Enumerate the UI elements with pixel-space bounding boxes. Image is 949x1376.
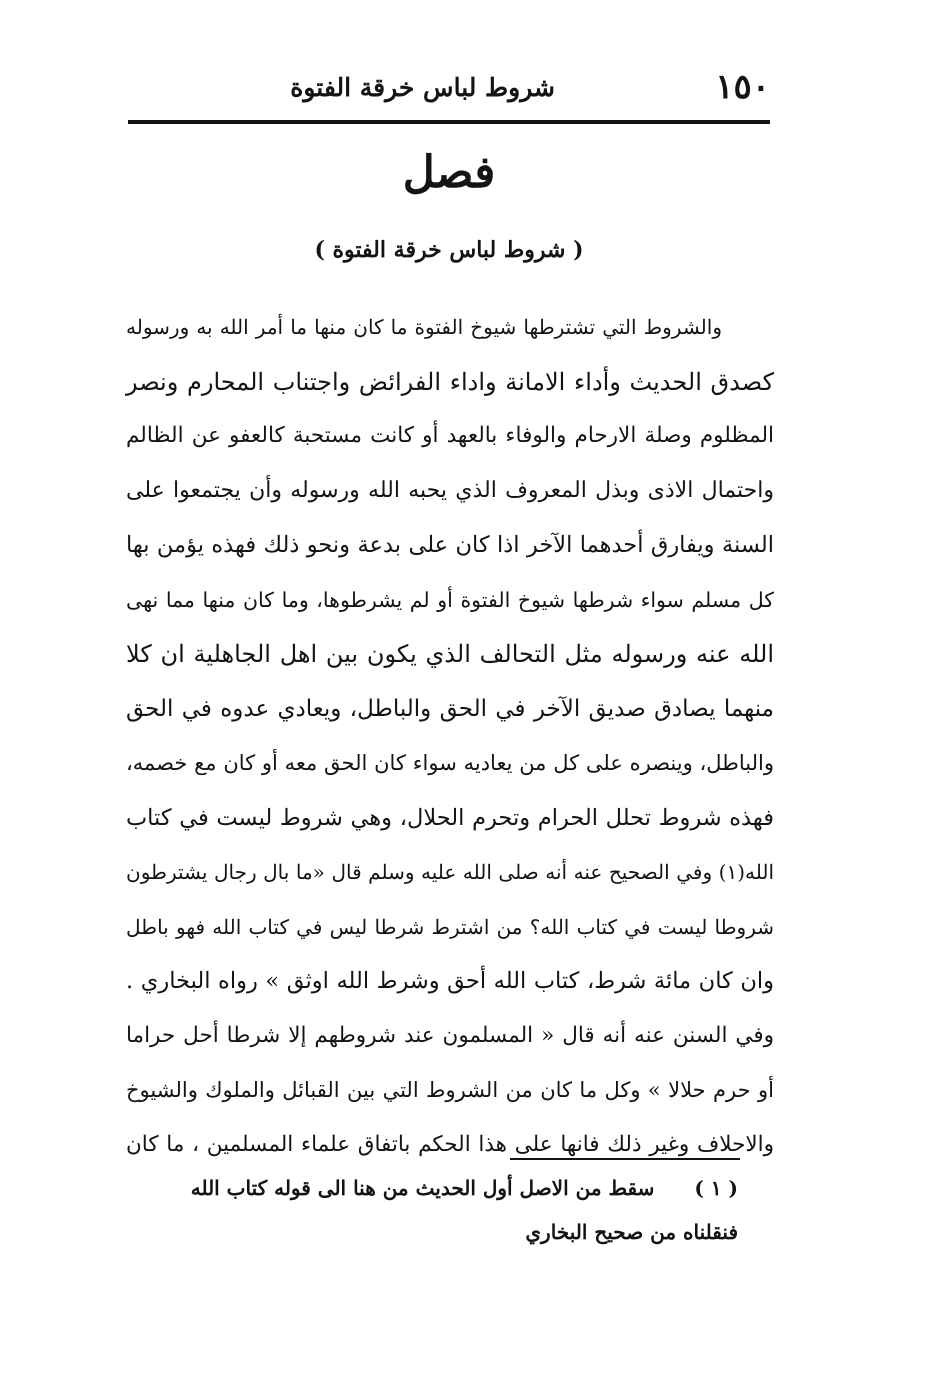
body-line: والشروط التي تشترطها شيوخ الفتوة ما كان منها ما أمر الله به ورسوله <box>126 315 722 339</box>
running-title: شروط لباس خرقة الفتوة <box>290 73 555 102</box>
body-text <box>126 300 774 1172</box>
footnote-rule <box>510 1158 740 1160</box>
body-line: وان كان مائة شرط، كتاب الله أحق وشرط الله اوثق » رواه البخاري . <box>126 968 774 994</box>
body-line: منهما يصادق صديق الآخر في الحق والباطل، ويعادي عدوه في الحق <box>126 695 774 722</box>
body-line: الله عنه ورسوله مثل التحالف الذي يكون بين اهل الجاهلية ان كلا <box>126 640 774 668</box>
footnote <box>126 1166 738 1254</box>
body-line: والباطل، وينصره على كل من يعاديه سواء كان الحق معه أو كان مع خصمه، <box>126 751 774 775</box>
footnote-continuation: فنقلناه من صحيح البخاري <box>525 1220 738 1244</box>
body-line: أو حرم حلالا » وكل ما كان من الشروط التي بين القبائل والملوك والشيوخ <box>126 1078 774 1102</box>
section-heading: فصل <box>402 147 496 198</box>
body-line: المظلوم وصلة الارحام والوفاء بالعهد أو كانت مستحبة كالعفو عن الظالم <box>126 423 774 448</box>
body-line: وفي السنن عنه أنه قال « المسلمون عند شروطهم إلا شرطا أحل حراما <box>126 1022 774 1048</box>
section-subheading: ( شروط لباس خرقة الفتوة ) <box>314 237 584 263</box>
body-line: السنة ويفارق أحدهما الآخر اذا كان على بدعة ونحو ذلك فهذه يؤمن بها <box>126 532 774 558</box>
body-line: كصدق الحديث وأداء الامانة واداء الفرائض واجتناب المحارم ونصر <box>126 367 774 396</box>
body-line: الله(١) وفي الصحيح عنه أنه صلى الله عليه وسلم قال «ما بال رجال يشترطون <box>126 860 774 884</box>
footnote-marker: ( ١ ) <box>694 1176 738 1200</box>
body-line: كل مسلم سواء شرطها شيوخ الفتوة أو لم يشرطوها، وما كان منها مما نهى <box>126 587 774 612</box>
body-line: فهذه شروط تحلل الحرام وتحرم الحلال، وهي شروط ليست في كتاب <box>126 804 774 831</box>
page-number: ١٥٠ <box>715 67 770 107</box>
running-header <box>128 62 770 112</box>
footnote-text: سقط من الاصل أول الحديث من هنا الى قوله كتاب الله <box>190 1176 655 1200</box>
body-line: شروطا ليست في كتاب الله؟ من اشترط شرطا ليس في كتاب الله فهو باطل <box>126 914 774 939</box>
footnote-line <box>126 1166 738 1210</box>
header-rule <box>128 120 770 124</box>
body-line: واحتمال الاذى وبذل المعروف الذي يحبه الله ورسوله وأن يجتمعوا على <box>126 477 774 503</box>
body-line: والاحلاف وغير ذلك فانها على هذا الحكم باتفاق علماء المسلمين ، ما كان <box>126 1131 774 1157</box>
